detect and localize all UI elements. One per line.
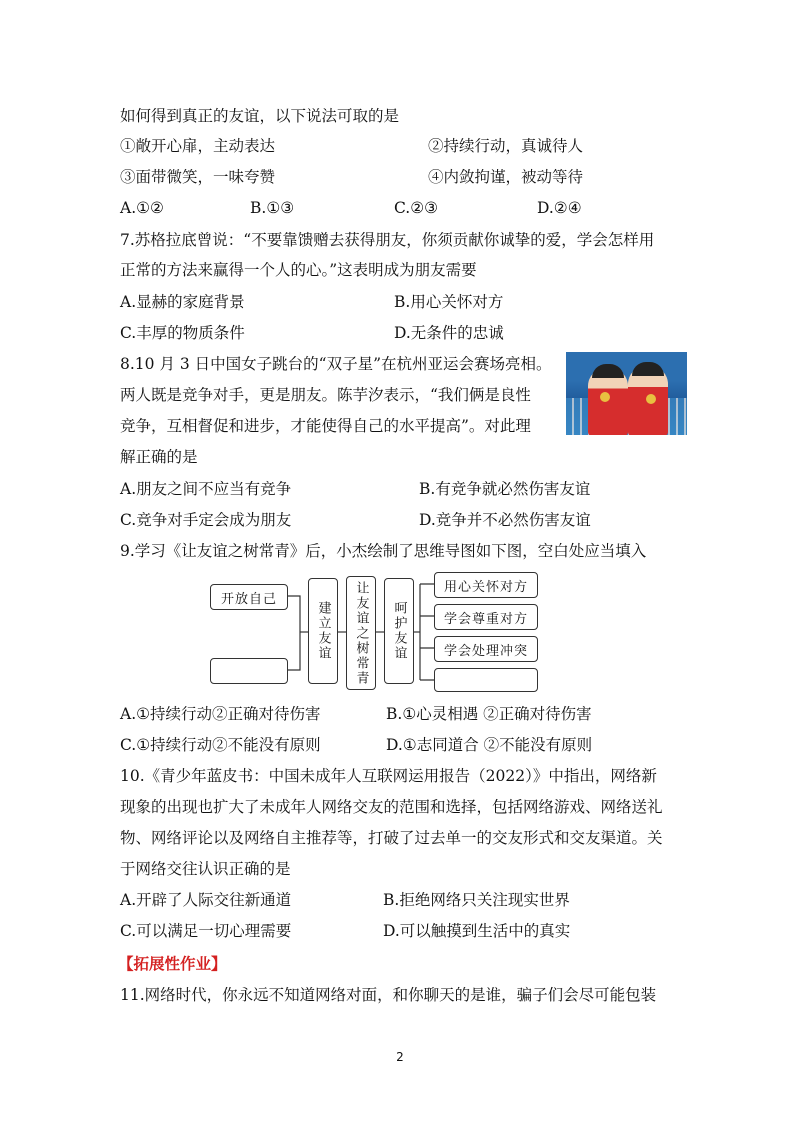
question-text: 11.网络时代，你永远不知道网络对面，和你聊天的是谁，骗子们会尽可能包装 xyxy=(120,986,657,1004)
question-text: 如何得到真正的友谊，以下说法可取的是 xyxy=(120,107,400,125)
answer-option-a: A.开辟了人际交往新通道 xyxy=(120,891,292,909)
answer-option-a: A.①② xyxy=(120,199,164,217)
question-text: 解正确的是 xyxy=(120,448,198,466)
mindmap-blank-1 xyxy=(210,658,288,684)
answer-option-b: B.①心灵相遇 ②正确对待伤害 xyxy=(386,705,592,723)
question-text: 8.10 月 3 日中国女子跳台的“双子星”在杭州亚运会赛场亮相。 xyxy=(120,355,552,373)
answer-option-b: B.有竞争就必然伤害友谊 xyxy=(419,480,591,498)
answer-option-c: C.可以满足一切心理需要 xyxy=(120,922,292,940)
option: ③面带微笑，一味夸赞 xyxy=(120,168,276,186)
answer-option-c: C.②③ xyxy=(394,199,439,217)
mindmap-node-open-self: 开放自己 xyxy=(210,584,288,610)
answer-option-c: C.丰厚的物质条件 xyxy=(120,324,245,342)
answer-option-d: D.无条件的忠诚 xyxy=(394,324,504,342)
section-heading: 【拓展性作业】 xyxy=(118,954,227,973)
answer-option-d: D.①志同道合 ②不能没有原则 xyxy=(386,736,593,754)
answer-option-a: A.朋友之间不应当有竞争 xyxy=(120,480,292,498)
option: ④内敛拘谨，被动等待 xyxy=(428,168,584,186)
mindmap-blank-2 xyxy=(434,668,538,692)
mindmap-node-respect: 学会尊重对方 xyxy=(434,604,538,630)
question-text: 7.苏格拉底曾说：“不要靠馈赠去获得朋友，你须贡献你诚挚的爱，学会怎样用 xyxy=(120,231,655,249)
answer-option-c: C.①持续行动②不能没有原则 xyxy=(120,736,321,754)
answer-option-a: A.①持续行动②正确对待伤害 xyxy=(120,705,321,723)
answer-option-b: B.用心关怀对方 xyxy=(394,293,504,311)
option: ②持续行动，真诚待人 xyxy=(428,137,584,155)
question-text: 两人既是竞争对手，更是朋友。陈芋汐表示，“我们俩是良性 xyxy=(120,386,531,404)
mindmap-node-conflict: 学会处理冲突 xyxy=(434,636,538,662)
question-text: 竞争，互相督促和进步，才能使得自己的水平提高”。对此理 xyxy=(120,417,531,435)
option: ①敞开心扉，主动表达 xyxy=(120,137,276,155)
answer-option-d: D.竞争并不必然伤害友谊 xyxy=(419,511,591,529)
answer-option-c: C.竞争对手定会成为朋友 xyxy=(120,511,292,529)
page-number: 2 xyxy=(396,1050,404,1064)
question-text: 于网络交往认识正确的是 xyxy=(120,860,291,878)
mindmap-node-care: 用心关怀对方 xyxy=(434,572,538,598)
answer-option-d: D.可以触摸到生活中的真实 xyxy=(383,922,571,940)
answer-option-b: B.拒绝网络只关注现实世界 xyxy=(383,891,570,909)
question-text: 现象的出现也扩大了未成年人网络交友的范围和选择，包括网络游戏、网络送礼 xyxy=(120,798,663,816)
mindmap-node-protect-friendship: 呵护友谊 xyxy=(384,578,414,684)
mindmap-node-build-friendship: 建立友谊 xyxy=(308,578,338,684)
answer-option-b: B.①③ xyxy=(250,199,295,217)
question-text: 物、网络评论以及网络自主推荐等，打破了过去单一的交友形式和交友渠道。关 xyxy=(120,829,663,847)
answer-option-d: D.②④ xyxy=(537,199,582,217)
question-text: 9.学习《让友谊之树常青》后，小杰绘制了思维导图如下图，空白处应当填入 xyxy=(120,542,647,560)
question-text: 10.《青少年蓝皮书：中国未成年人互联网运用报告（2022）》中指出，网络新 xyxy=(120,767,657,785)
mindmap-node-center: 让友谊之树常青 xyxy=(346,576,376,690)
answer-option-a: A.显赫的家庭背景 xyxy=(120,293,245,311)
question-text: 正常的方法来赢得一个人的心。”这表明成为朋友需要 xyxy=(120,261,477,279)
